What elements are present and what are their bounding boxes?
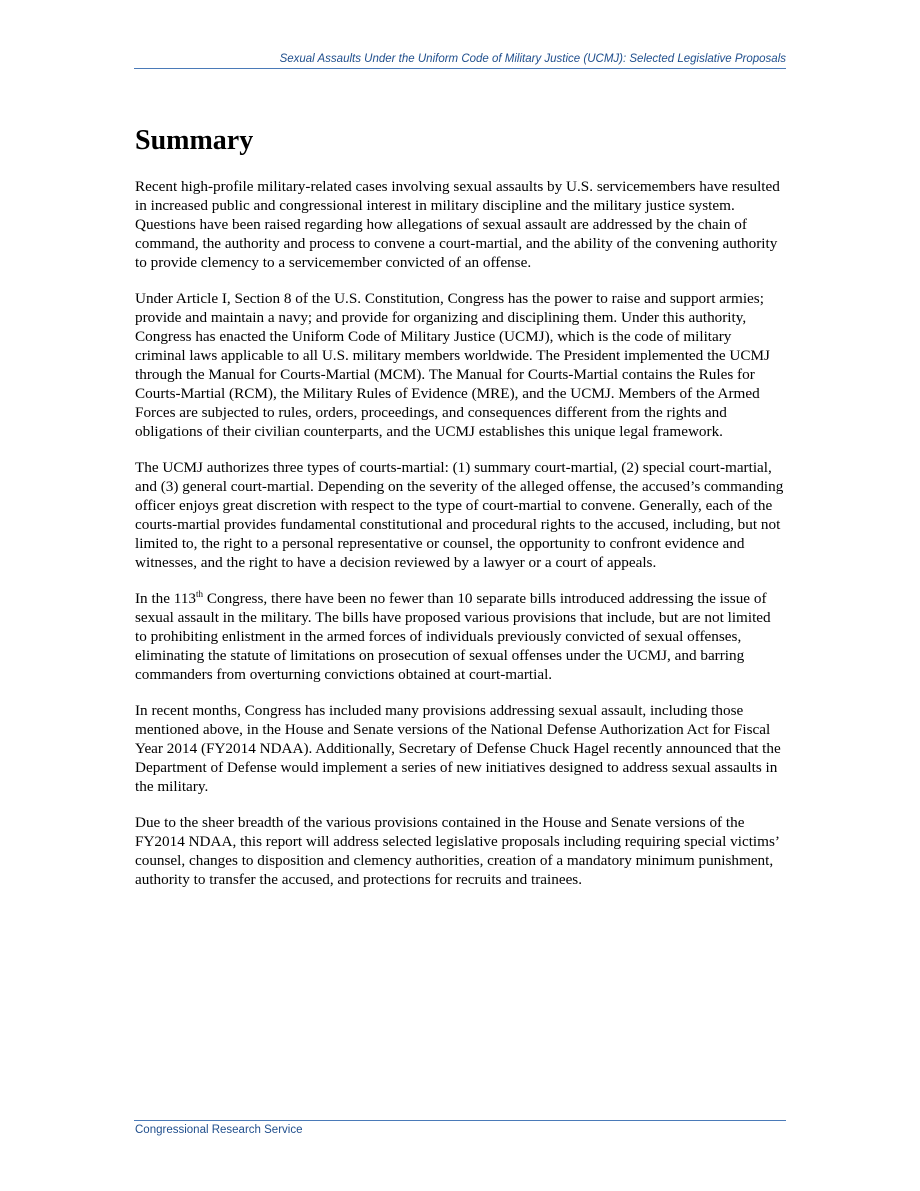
page-title: Summary [135,125,254,156]
paragraph-3: The UCMJ authorizes three types of courts-martial: (1) summary court-martial, (2) special court-martial, and (3) general court-martial. Depending on the severity of the alleged offense, the accused’s commanding officer enjoys great discretion with respect to the type of court-martial to convene. Generally, each of the courts-martial provides fundamental constitutional and procedural rights to the accused, including, but not limited to, the right to a personal representative or counsel, the opportunity to confront evidence and witnesses, and the right to have a decision reviewed by a lawyer or a court of appeals. [135,459,784,571]
summary-body [135,177,785,906]
paragraph-6: Due to the sheer breadth of the various provisions contained in the House and Senate versions of the FY2014 NDAA, this report will address selected legislative proposals including requiring special victims’ counsel, changes to disposition and clemency authorities, creation of a mandatory minimum punishment, authority to transfer the accused, and protections for recruits and trainees. [135,814,779,888]
paragraph-4-rest: Congress, there have been no fewer than 10 separate bills introduced addressing the issue of sexual assault in the military. The bills have proposed various provisions that include, but are not limited to prohibiting enlistment in the armed forces of individuals previously convicted of sexual offenses, eliminating the statute of limitations on prosecution of sexual offenses under the UCMJ, and barring commanders from overturning convictions obtained at court-martial. [135,590,771,683]
paragraph-2: Under Article I, Section 8 of the U.S. Constitution, Congress has the power to raise and support armies; provide and maintain a navy; and provide for organizing and disciplining them. Under this authority, Congress has enacted the Uniform Code of Military Justice (UCMJ), which is the code of military criminal laws applicable to all U.S. military members worldwide. The President implemented the UCMJ through the Manual for Courts-Martial (MCM). The Manual for Courts-Martial contains the Rules for Courts-Martial (RCM), the Military Rules of Evidence (MRE), and the UCMJ. Members of the Armed Forces are subjected to rules, orders, proceedings, and consequences different from the rights and obligations of their civilian counterparts, and the UCMJ establishes this unique legal framework. [135,290,770,440]
paragraph-4-prefix: In the 113 [135,590,197,607]
paragraph-1: Recent high-profile military-related cases involving sexual assaults by U.S. servicemembers have resulted in increased public and congressional interest in military discipline and the military justice system. Questions have been raised regarding how allegations of sexual assault are addressed by the chain of command, the authority and process to convene a court-martial, and the ability of the convening authority to provide clemency to a servicemember convicted of an offense. [135,178,780,271]
paragraph-5: In recent months, Congress has included many provisions addressing sexual assault, including those mentioned above, in the House and Senate versions of the National Defense Authorization Act for Fiscal Year 2014 (FY2014 NDAA). Additionally, Secretary of Defense Chuck Hagel recently announced that the Department of Defense would implement a series of new initiatives designed to address sexual assaults in the military. [135,702,781,795]
footer-divider [134,1120,786,1121]
paragraph-4 [135,589,785,684]
header-divider [134,68,786,69]
footer-organization: Congressional Research Service [135,1124,303,1136]
running-header-title: Sexual Assaults Under the Uniform Code of Military Justice (UCMJ): Selected Legislative Proposals [279,53,786,65]
ordinal-superscript: th [196,589,204,599]
